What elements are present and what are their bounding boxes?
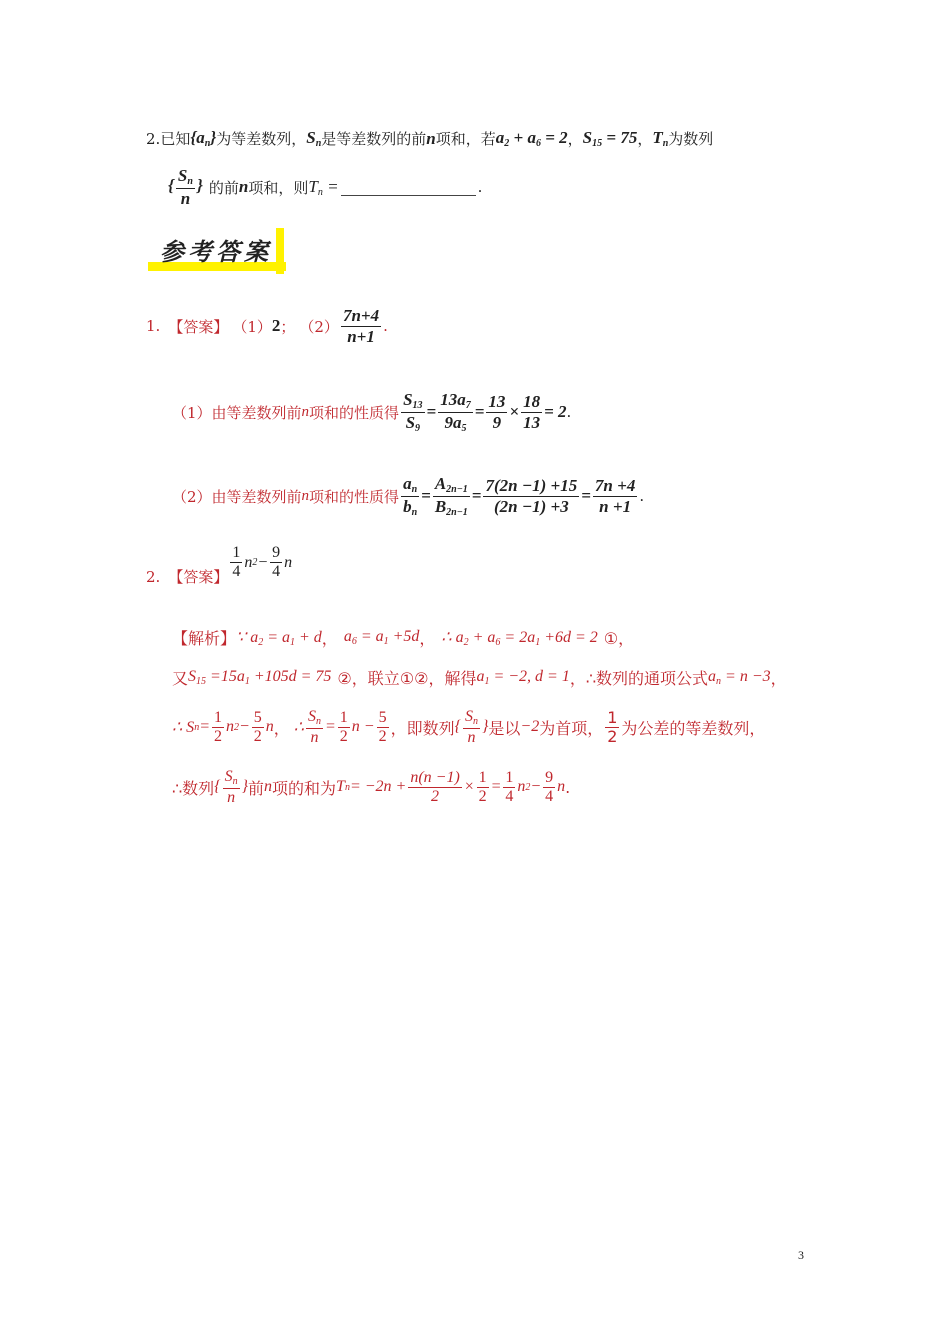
banner-title: 参考答案 bbox=[160, 237, 272, 266]
analysis-line-3: ∴ S n = $\frac{1}{2}$ n 2 − $\frac{5}{2}$ n ， ∴ $\frac{S_n}{n}$ = $\frac{1}{2}$ n − $\frac{5}{2}$ ，即数列 { $\frac{S_n}{n}$ } 是以 −2 为首项， $\frac{1}{2}$ 为公差的等差数列， bbox=[172, 707, 766, 746]
answer-1-explanation-2: （2）由等差数列前 n 项和的性质得 $\frac{a_n}{b_n}$ = $\frac{A_{2n-1}}{B_{2n-1}}$ = $\frac{7(2n -1) +15}{(2n -1) +3}$ = $\frac{7n +4}{n +1}$ . bbox=[172, 474, 645, 518]
math-n: n bbox=[426, 128, 436, 148]
answer-2-expression: $\frac{1}{4}$ n 2 − $\frac{9}{4}$ n bbox=[232, 544, 293, 581]
answer-1-explanation-1: （1）由等差数列前 n 项和的性质得 $\frac{S_{13}}{S_9}$ = $\frac{13a_7}{9a_5}$ = $\frac{13}{9}$ × $\frac{18}{13}$ = 2 . bbox=[172, 390, 572, 434]
answer-number: 2. bbox=[146, 567, 161, 586]
math-s15: $S_{15} = 75$ bbox=[582, 128, 638, 149]
math-an-set: $\{a_n\}$ bbox=[190, 128, 217, 149]
answer-blank bbox=[341, 179, 476, 196]
analysis-tag: 【解析】 bbox=[172, 629, 237, 648]
answer-tag: 【答案】 bbox=[168, 568, 229, 587]
problem-2-line-2: { $\frac{S_n}{n}$ } 的前 n 项和，则 $T_n$ = . bbox=[168, 166, 483, 208]
reference-answers-banner bbox=[146, 228, 288, 274]
math-sn-over-n: { $\frac{S_n}{n}$ } bbox=[168, 166, 203, 208]
math-an-over-bn: $\frac{a_n}{b_n}$ = $\frac{A_{2n-1}}{B_{2n-1}}$ = $\frac{7(2n -1) +15}{(2n -1) +3}$ = $\frac{7n +4}{n +1}$ bbox=[403, 474, 636, 518]
math-s13-over-s9: $\frac{S_{13}}{S_9}$ = $\frac{13a_7}{9a_5}$ = $\frac{13}{9}$ × $\frac{18}{13}$ = 2 bbox=[403, 390, 567, 434]
answer-1-fraction: $\frac{7n+4}{n+1}$ bbox=[342, 306, 380, 346]
math-tn-eq: $T_n$ = bbox=[308, 176, 339, 198]
problem-2-line-1: 2. 已知 $\{a_n\}$ 为等差数列， $S_n$ 是等差数列的前 n 项和，若 $a_2 + a_6 = 2$ ， $S_{15} = 75$ ， $T_n$ 为数列 bbox=[146, 128, 714, 149]
answer-1-line: 1. 【答案】 （1） 2 ； （2） $\frac{7n+4}{n+1}$ . bbox=[146, 306, 388, 346]
page-number: 3 bbox=[798, 1248, 804, 1262]
math-sn: $S_n$ bbox=[306, 128, 322, 149]
answer-tag: 【答案】 bbox=[168, 317, 229, 336]
analysis-line-4: ∴数列 { $\frac{S_n}{n}$ } 前 n 项的和为 T n = −2n + $\frac{n(n -1)}{2}$ × $\frac{1}{2}$ = $\frac{1}{4}$ n 2 − $\frac{9}{4}$ n . bbox=[172, 768, 571, 806]
answer-number: 1. bbox=[146, 317, 161, 336]
problem-number: 2. bbox=[146, 129, 161, 148]
analysis-line-1: 【解析】 ∵ $a_2 = a_1 + d$ ， $a_6 = a_1 +5d$ ， ∴ $a_2 + a_6 = 2a_1 +6d = 2$ ①， bbox=[172, 628, 635, 648]
math-a2-a6: $a_2 + a_6 = 2$ bbox=[495, 128, 568, 149]
analysis-line-2: 又 $S_{15} =15a_1 +105d = 75$ ②，联立①②，解得 $a_1 = -2$, d = 1 ，∴数列的通项公式 $a_n = n -3$ ， bbox=[172, 668, 787, 688]
math-tn: $T_n$ bbox=[652, 128, 669, 149]
answer-2-line bbox=[146, 544, 293, 596]
